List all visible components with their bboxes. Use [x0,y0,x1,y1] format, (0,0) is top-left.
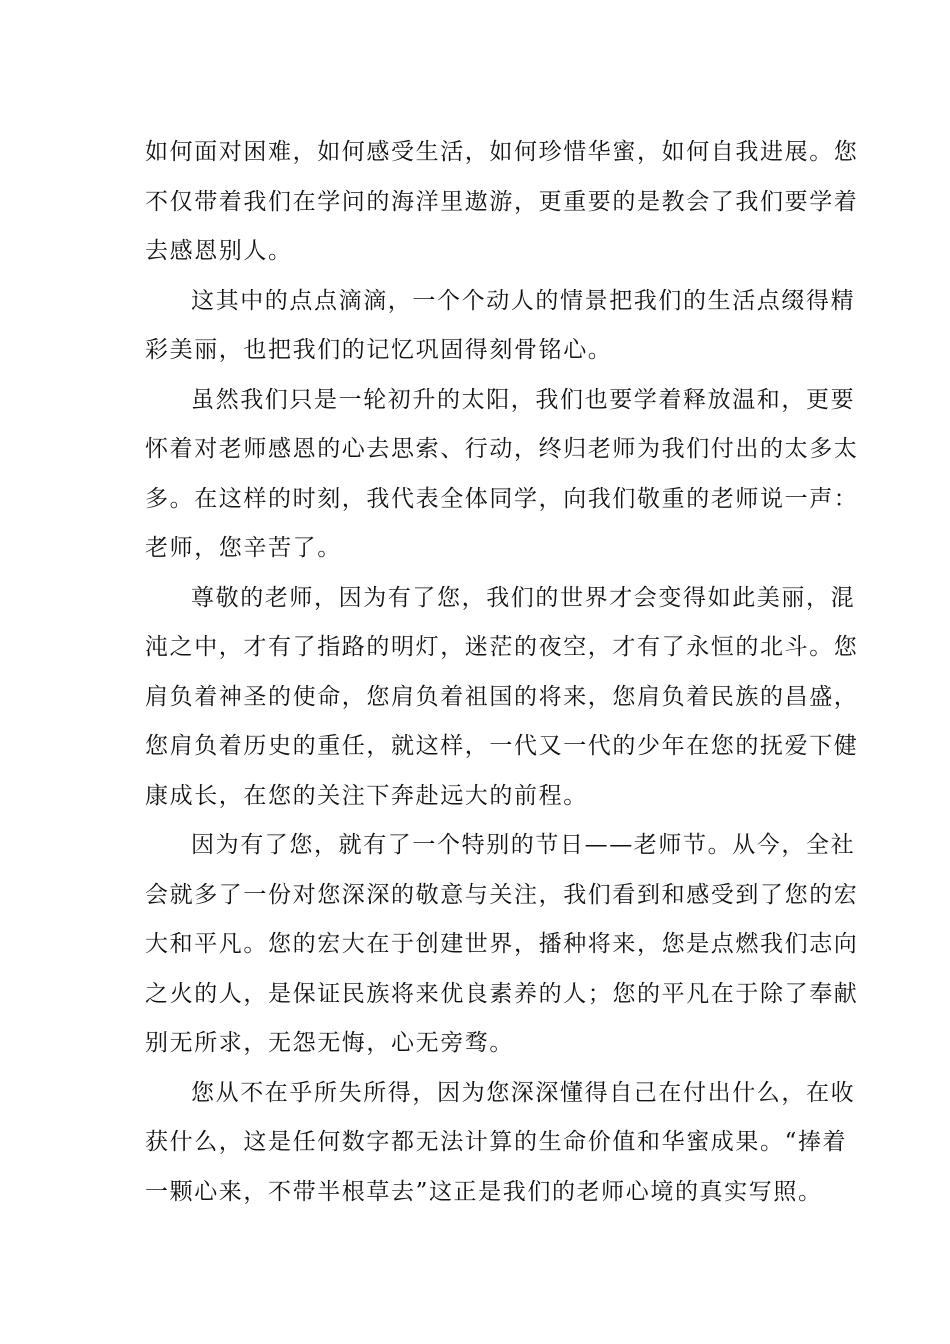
text-line: 多。在这样的时刻，我代表全体同学，向我们敬重的老师说一声： [145,485,859,512]
text-line: 大和平凡。您的宏大在于创建世界，播种将来，您是点燃我们志向 [145,931,859,957]
text-line: 获什么，这是任何数字都无法计算的生命价值和华蜜成果。“捧着 [145,1129,848,1155]
paragraph [145,574,859,822]
paragraph [145,128,859,277]
paragraph [145,1069,856,1218]
text-line: 沌之中，才有了指路的明灯，迷茫的夜空，才有了永恒的北斗。您 [145,634,859,660]
text-line: 康成长，在您的关注下奔赴远大的前程。 [145,782,588,809]
text-line: 别无所求，无怨无悔，心无旁骛。 [145,1030,514,1056]
text-line: 这其中的点点滴滴，一个个动人的情景把我们的生活点缀得精 [191,287,856,314]
text-line: 去感恩别人。 [145,238,293,264]
text-line: 因为有了您，就有了一个特别的节日——老师节。从今，全社 [191,832,856,858]
text-line: 不仅带着我们在学问的海洋里遨游，更重要的是教会了我们要学着 [145,188,859,215]
document-body [145,128,859,1217]
text-line: 如何面对困难，如何感受生活，如何珍惜华蜜，如何自我进展。您 [145,139,859,165]
text-line: 肩负着神圣的使命，您肩负着祖国的将来，您肩负着民族的昌盛， [145,683,859,710]
text-line: 您肩负着历史的重任，就这样，一代又一代的少年在您的抚爱下健 [145,733,859,759]
text-line: 您从不在乎所失所得，因为您深深懂得自己在付出什么，在收 [191,1079,856,1106]
paragraph [145,277,856,376]
text-line: 虽然我们只是一轮初升的太阳，我们也要学着释放温和，更要 [191,386,856,413]
text-line: 怀着对老师感恩的心去思索、行动，终归老师为我们付出的太多太 [145,436,859,462]
paragraph [145,376,859,574]
text-line: 老师，您辛苦了。 [145,535,342,561]
paragraph [145,821,859,1069]
text-line: 尊敬的老师，因为有了您，我们的世界才会变得如此美丽，混 [191,584,856,611]
text-line: 之火的人，是保证民族将来优良素养的人；您的平凡在于除了奉献 [145,980,859,1007]
text-line: 彩美丽，也把我们的记忆巩固得刻骨铭心。 [145,337,613,363]
text-line: 一颗心来，不带半根草去”这正是我们的老师心境的真实写照。 [145,1178,823,1205]
text-line: 会就多了一份对您深深的敬意与关注，我们看到和感受到了您的宏 [145,881,859,908]
